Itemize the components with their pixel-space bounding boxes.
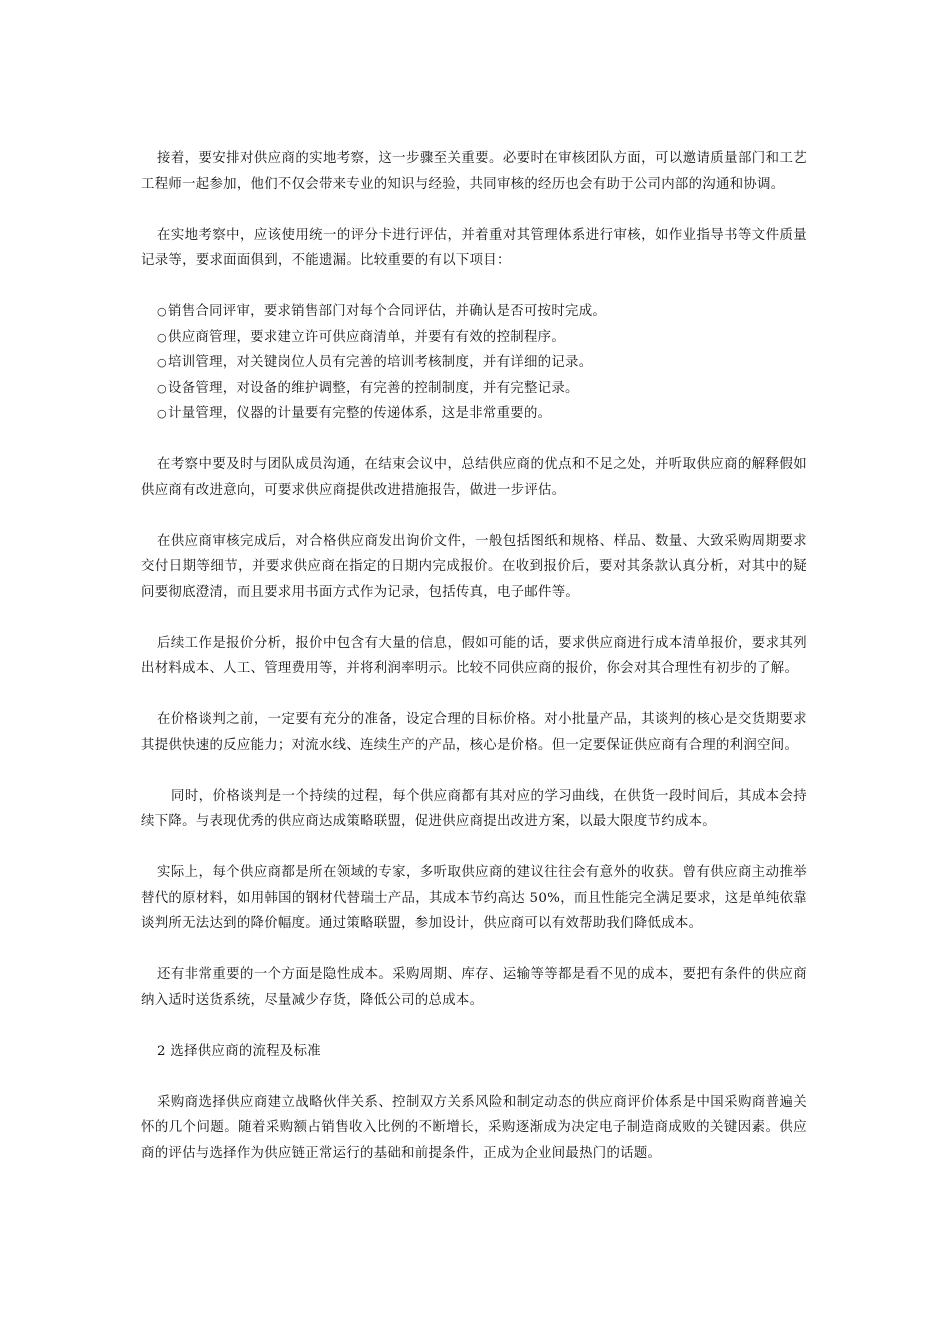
list-item [141, 376, 807, 402]
paragraph-gap [141, 197, 807, 223]
list-item-text: 供应商管理，要求建立许可供应商清单，并要有有效的控制程序。 [168, 329, 566, 345]
paragraph-gap [141, 274, 807, 300]
paragraph-learning-curve: 同时，价格谈判是一个持续的过程，每个供应商都有其对应的学习曲线，在供货一段时间后，其成本会持续下降。与表现优秀的供应商达成策略联盟，促进供应商提出改进方案，以最大限度节约成本。 [141, 788, 807, 829]
section-heading: 2 选择供应商的流程及标准 [157, 1043, 321, 1059]
document-page [141, 146, 807, 1166]
paragraph-inquiry: 在供应商审核完成后，对合格供应商发出询价文件，一般包括图纸和规格、样品、数量、大致采购周期要求交付日期等细节，并要求供应商在指定的日期内完成报价。在收到报价后，要对其条款认真分析，对其中的疑问要彻底澄清，而且要求用书面方式作为记录，包括传真，电子邮件等。 [141, 533, 807, 600]
paragraph-gap [141, 605, 807, 631]
audit-items-list [141, 299, 807, 427]
list-item-text: 培训管理，对关键岗位人员有完善的培训考核制度，并有详细的记录。 [168, 355, 593, 370]
paragraph-gap [141, 758, 807, 784]
list-item [141, 299, 807, 325]
list-item [141, 350, 807, 376]
paragraph-gap [141, 937, 807, 963]
circle-bullet-icon: ○ [157, 407, 167, 420]
list-item-text: 设备管理，对设备的维护调整，有完善的控制制度，并有完整记录。 [168, 380, 579, 396]
list-item [141, 325, 807, 351]
circle-bullet-icon: ○ [157, 305, 167, 318]
paragraph-site-inspection: 接着，要安排对供应商的实地考察，这一步骤至关重要。必要时在审核团队方面，可以邀请质量部门和工艺工程师一起参加，他们不仅会带来专业的知识与经验，共同审核的经历也会有助于公司内部的沟通和协调。 [141, 151, 807, 192]
list-item-text: 销售合同评审，要求销售部门对每个合同评估，并确认是否可按时完成。 [168, 304, 607, 319]
paragraph-gap [141, 682, 807, 708]
paragraph-gap [141, 1064, 807, 1090]
paragraph-gap [141, 427, 807, 453]
paragraph-supplier-expertise: 实际上，每个供应商都是所在领域的专家，多听取供应商的建议往往会有意外的收获。曾有供应商主动推举替代的原材料，如用韩国的钢材代替瑞士产品，其成本节约高达 50%，而且性能完全满足要求，这是单纯依靠谈判所无法达到的降价幅度。通过策略联盟，参加设计，供应商可以有效帮助我们降低成本。 [141, 865, 807, 931]
paragraph-gap [141, 835, 807, 861]
paragraph-gap [141, 503, 807, 529]
list-item [141, 401, 807, 427]
paragraph-price-negotiation: 在价格谈判之前，一定要有充分的准备，设定合理的目标价格。对小批量产品，其谈判的核心是交货期要求其提供快速的反应能力；对流水线、连续生产的产品，核心是价格。但一定要保证供应商有合理的利润空间。 [141, 712, 807, 753]
circle-bullet-icon: ○ [157, 330, 167, 344]
paragraph-gap [141, 1013, 807, 1039]
paragraph-team-communication: 在考察中要及时与团队成员沟通，在结束会议中，总结供应商的优点和不足之处，并听取供应商的解释假如供应商有改进意向，可要求供应商提供改进措施报告，做进一步评估。 [141, 457, 807, 498]
circle-bullet-icon: ○ [157, 356, 167, 369]
paragraph-scorecard: 在实地考察中，应该使用统一的评分卡进行评估，并着重对其管理体系进行审核，如作业指导书等文件质量记录等，要求面面俱到，不能遗漏。比较重要的有以下项目： [141, 227, 807, 268]
circle-bullet-icon: ○ [157, 381, 167, 395]
paragraph-hidden-cost: 还有非常重要的一个方面是隐性成本。采购周期、库存、运输等等都是看不见的成本，要把有条件的供应商纳入适时送货系统，尽量减少存货，降低公司的总成本。 [141, 967, 807, 1008]
paragraph-supplier-selection: 采购商选择供应商建立战略伙伴关系、控制双方关系风险和制定动态的供应商评价体系是中国采购商普遍关怀的几个问题。随着采购额占销售收入比例的不断增长，采购逐渐成为决定电子制造商成败的关键因素。供应商的评估与选择作为供应链正常运行的基础和前提条件，正成为企业间最热门的话题。 [141, 1094, 807, 1161]
paragraph-quote-analysis: 后续工作是报价分析，报价中包含有大量的信息，假如可能的话，要求供应商进行成本清单报价，要求其列出材料成本、人工、管理费用等，并将利润率明示。比较不同供应商的报价，你会对其合理性有初步的了解。 [141, 635, 807, 676]
list-item-text: 计量管理，仪器的计量要有完整的传递体系，这是非常重要的。 [168, 406, 552, 421]
